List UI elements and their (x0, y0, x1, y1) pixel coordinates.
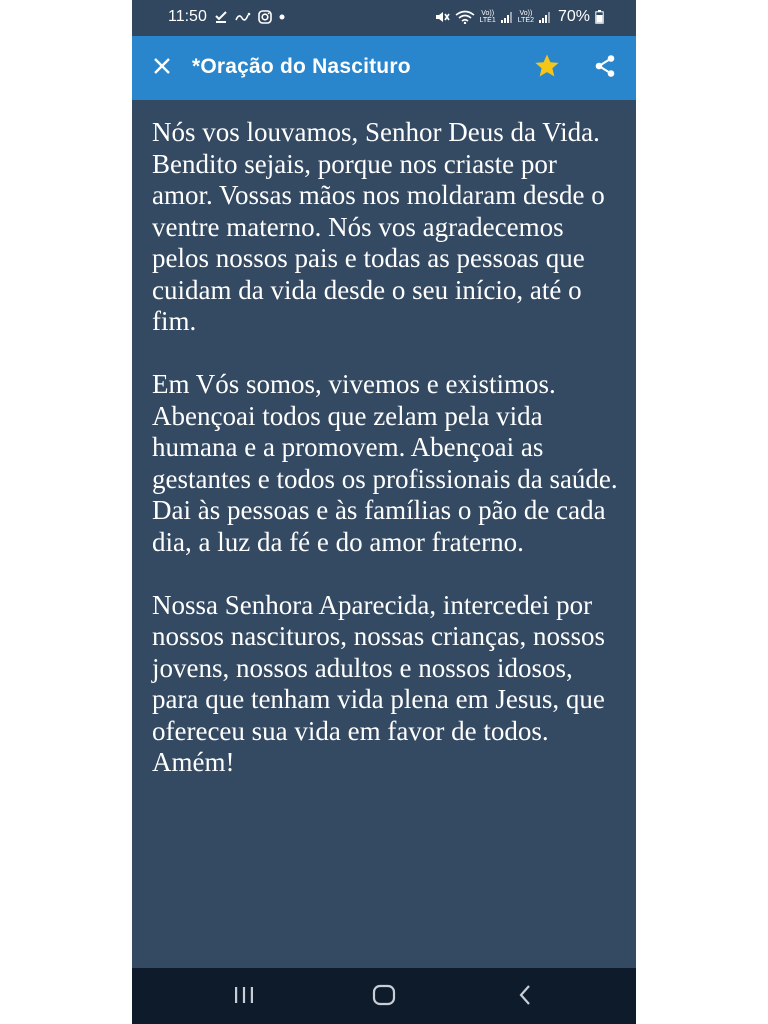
status-bar (132, 0, 636, 36)
battery-icon (595, 10, 604, 24)
close-icon (152, 56, 172, 81)
mute-icon (434, 10, 450, 24)
app-notification-icon (235, 11, 251, 23)
prayer-closing: Amém! (152, 747, 235, 777)
star-icon (534, 53, 560, 84)
signal-strength-1-icon (501, 11, 513, 23)
close-button[interactable] (148, 54, 176, 82)
phone-screen (132, 0, 636, 1024)
lte2-bottom-label: LTE2 (517, 17, 534, 24)
recents-icon (233, 985, 255, 1010)
wifi-icon (455, 10, 475, 24)
download-done-icon (214, 10, 228, 24)
lte2-top-label: Vo)) (519, 10, 533, 17)
lte1-bottom-label: LTE1 (479, 17, 496, 24)
app-bar (132, 36, 636, 100)
status-time: 11:50 (168, 8, 207, 25)
prayer-paragraph-3: Nossa Senhora Aparecida, intercedei por nossos nascituros, nossas crianças, nossos jovens, nossos adultos e nossos idosos, para que tenham vida plena em Jesus, que ofereceu sua vida em favor de todos. (152, 589, 605, 746)
share-button[interactable] (590, 53, 620, 83)
battery-percent: 70% (557, 8, 590, 25)
back-icon (517, 984, 533, 1011)
status-bar-right (434, 8, 604, 26)
volte-lte1-indicator (480, 10, 496, 24)
share-icon (593, 54, 617, 83)
back-button[interactable] (510, 982, 540, 1012)
instagram-icon (258, 10, 272, 24)
prayer-paragraph-1: Nós vos louvamos, Senhor Deus da Vida. Bendito sejais, porque nos criaste por amor. Vossas mãos nos moldaram desde o ventre materno. Nós vos agradecemos pelos nossos pais e todas as pessoas que cuidam da vida desde o seu início, até o fim. (152, 117, 605, 336)
home-icon (372, 984, 396, 1011)
home-button[interactable] (369, 982, 399, 1012)
signal-strength-2-icon (539, 11, 551, 23)
prayer-paragraph-2: Em Vós somos, vivemos e existimos. Abençoai todos que zelam pela vida humana e a promovem. Abençoai as gestantes e todos os profissionais da saúde. Dai às pessoas e às famílias o pão de cada dia, a luz da fé e do amor fraterno. (152, 369, 618, 557)
recents-button[interactable] (229, 982, 259, 1012)
volte-lte2-indicator (518, 10, 534, 24)
status-bar-left (168, 8, 285, 26)
prayer-text (152, 117, 624, 779)
page-title: *Oração do Nascituro (192, 55, 411, 78)
system-navigation-bar (132, 968, 636, 1024)
more-notifications-dot-icon (279, 14, 285, 20)
favorite-button[interactable] (532, 53, 562, 83)
lte1-top-label: Vo)) (481, 10, 495, 17)
